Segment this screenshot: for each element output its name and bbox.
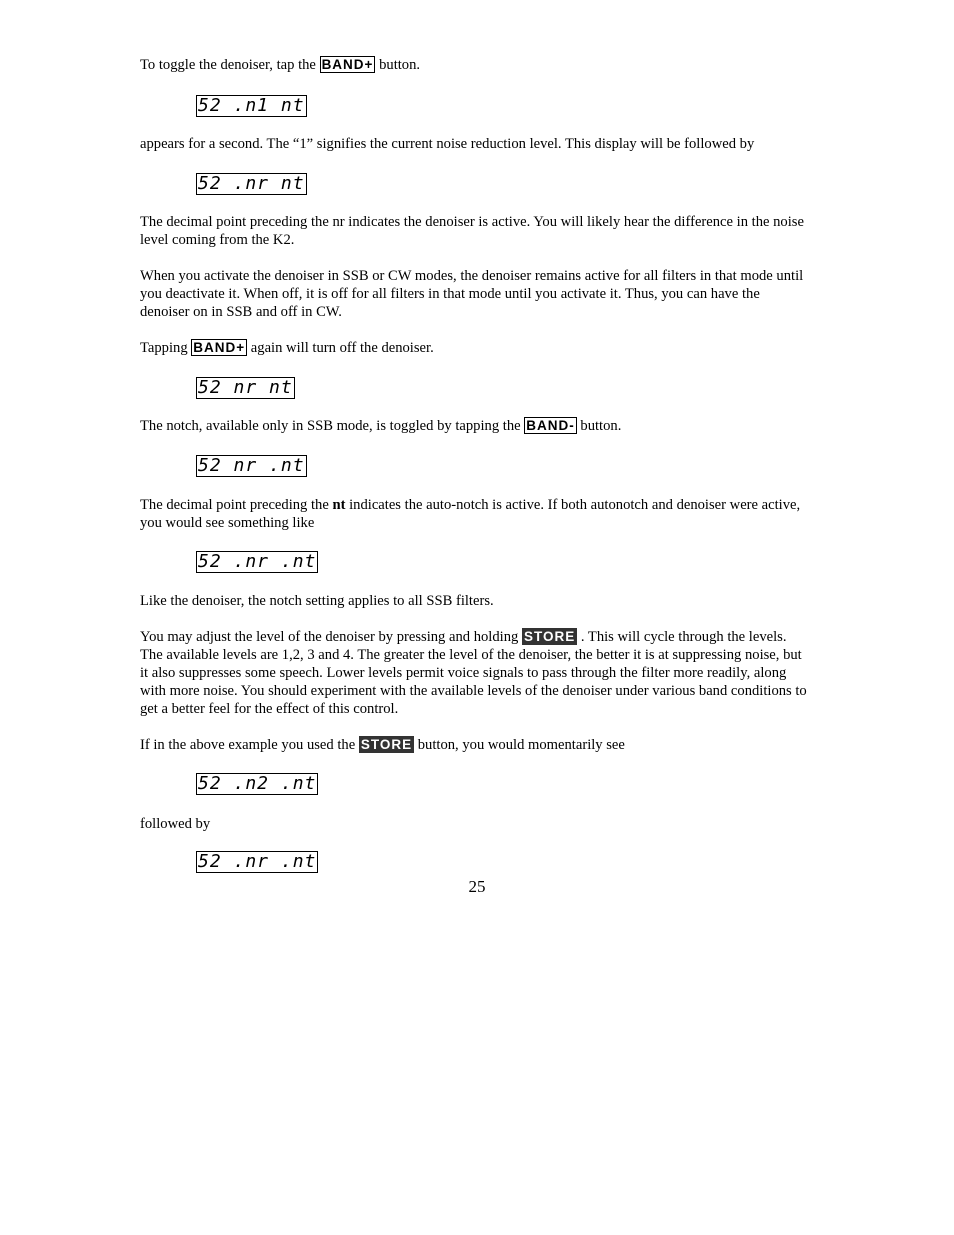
paragraph-toggle-denoiser: To toggle the denoiser, tap the BAND+ button. xyxy=(140,57,421,73)
lcd-display-nr-active: 52 .nr nt xyxy=(198,173,305,194)
paragraph-modes: When you activate the denoiser in SSB or CW modes, the denoiser remains active for all filters in that mode until you deactivate it. When off, it is off for all filters in that mode until you activate it. Thus, you can have the denoiser on in SSB and off in CW. xyxy=(140,268,804,320)
page-number: 25 xyxy=(468,877,486,896)
paragraph-notch-setting: Like the denoiser, the notch setting applies to all SSB filters. xyxy=(140,593,494,609)
lcd-display-notch-active: 52 nr .nt xyxy=(198,455,305,476)
paragraph-level-explanation: appears for a second. The “1” signifies the current noise reduction level. This display will be followed by xyxy=(140,136,755,152)
lcd-display-off: 52 nr nt xyxy=(198,377,293,398)
paragraph-followed-by: followed by xyxy=(140,816,211,832)
paragraph-turn-off: Tapping BAND+ again will turn off the denoiser. xyxy=(140,340,434,356)
paragraph-decimal-point: The decimal point preceding the nr indicates the denoiser is active. You will likely hear the difference in the noise level coming from the K2. xyxy=(140,214,804,248)
store-key: STORE xyxy=(360,737,413,752)
band-minus-key: BAND- xyxy=(526,418,575,433)
lcd-display-n2: 52 .n2 .nt xyxy=(198,773,317,794)
lcd-display-n1: 52 .n1 nt xyxy=(198,95,305,116)
band-plus-key: BAND+ xyxy=(321,57,374,72)
paragraph-store-example: If in the above example you used the STORE button, you would momentarily see xyxy=(140,737,625,753)
paragraph-autonotch: The decimal point preceding the nt indicates the auto-notch is active. If both autonotch and denoiser were active, you would see something like xyxy=(140,497,801,531)
lcd-display-both-active: 52 .nr .nt xyxy=(198,551,317,572)
band-plus-key: BAND+ xyxy=(193,340,246,355)
paragraph-notch: The notch, available only in SSB mode, is toggled by tapping the BAND- button. xyxy=(140,418,622,434)
paragraph-adjust-level: You may adjust the level of the denoiser by pressing and holding STORE . This will cycle through the levels. The available levels are 1,2, 3 and 4. The greater the level of the denoiser, the better it is at suppressing noise, but it also suppresses some speech. Lower levels permit voice signals to pass through the filter more readily, along with more noise. You should experiment with the available levels of the denoiser under various band conditions to get a better feel for the effect of this control. xyxy=(140,629,807,717)
store-key: STORE xyxy=(523,629,576,644)
lcd-display-final: 52 .nr .nt xyxy=(198,851,317,872)
